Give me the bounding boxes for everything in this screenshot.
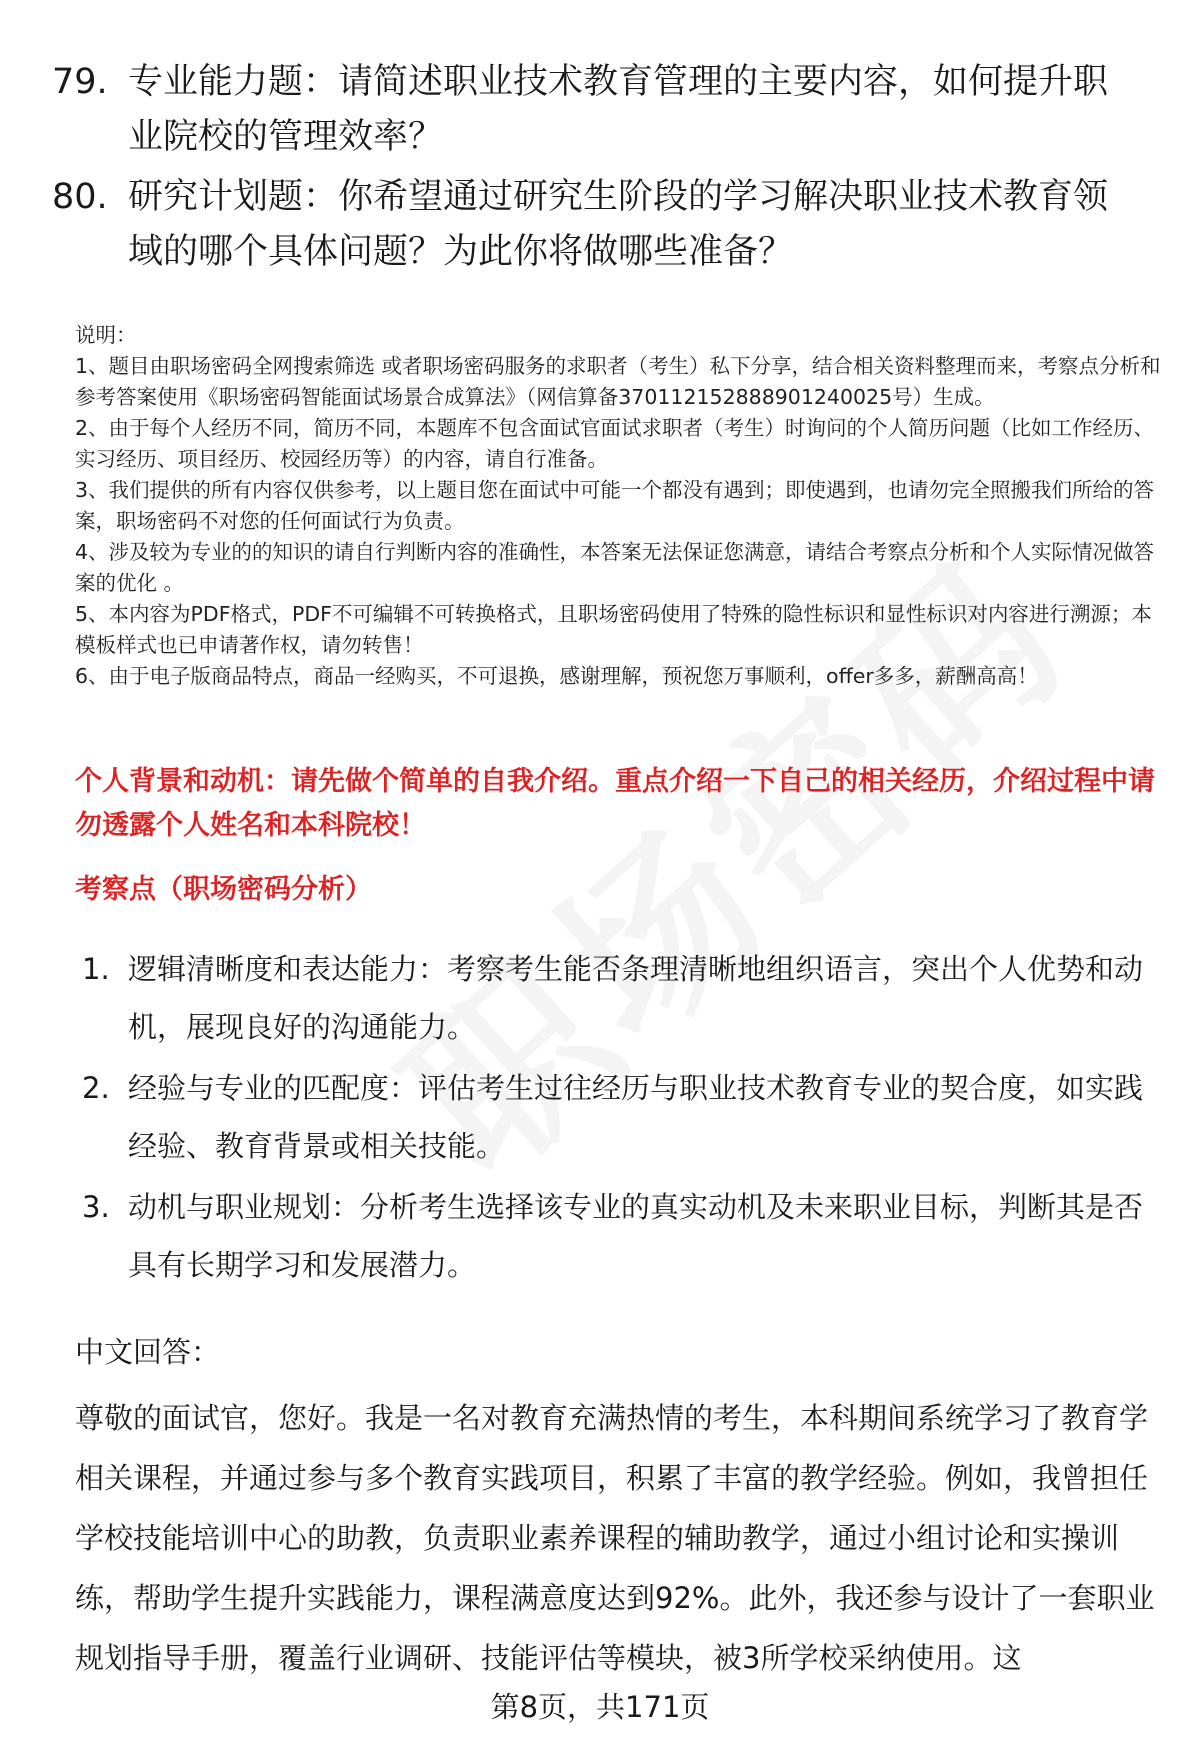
note-item: 2、由于每个人经历不同，简历不同，本题库不包含面试官面试求职者（考生）时询问的个人简历问题（比如工作经历、实习经历、项目经历、校园经历等）的内容，请自行准备。 xyxy=(75,416,1155,471)
answer-label: 中文回答： xyxy=(75,1335,221,1369)
point-number: 1. xyxy=(82,952,110,986)
answer-text: 尊敬的面试官，您好。我是一名对教育充满热情的考生，本科期间系统学习了教育学相关课程，并通过参与多个教育实践项目，积累了丰富的教学经验。例如，我曾担任学校技能培训中心的助教，负责职业素养课程的辅助教学，通过小组讨论和实操训练，帮助学生提升实践能力，课程满意度达到92%。此外，我还参与设计了一套职业规划指导手册，覆盖行业调研、技能评估等模块，被3所学校采纳使用。这 xyxy=(75,1401,1155,1675)
note-item: 1、题目由职场密码全网搜索筛选 或者职场密码服务的求职者（考生）私下分享，结合相关资料整理而来，考察点分析和参考答案使用《职场密码智能面试场景合成算法》（网信算备370112152888901240025号）生成。 xyxy=(75,354,1161,409)
section-subtitle: 考察点（职场密码分析） xyxy=(75,874,372,905)
assessment-points xyxy=(82,940,1152,1297)
note-item: 5、本内容为PDF格式，PDF不可编辑不可转换格式，且职场密码使用了特殊的隐性标识和显性标识对内容进行溯源；本模板样式也已申请著作权，请勿转售！ xyxy=(75,602,1152,657)
notes-block xyxy=(75,320,1165,692)
question-number: 80. xyxy=(52,177,108,217)
point-number: 3. xyxy=(82,1190,110,1224)
note-item: 6、由于电子版商品特点，商品一经购买，不可退换，感谢理解，预祝您万事顺利，offer多多，薪酬高高！ xyxy=(75,664,1038,688)
question-number: 79. xyxy=(52,62,108,102)
point-number: 2. xyxy=(82,1071,110,1105)
question-text: 研究计划题：你希望通过研究生阶段的学习解决职业技术教育领域的哪个具体问题？为此你将做哪些准备？ xyxy=(128,177,1109,272)
point-text: 动机与职业规划：分析考生选择该专业的真实动机及未来职业目标，判断其是否具有长期学习和发展潜力。 xyxy=(128,1190,1144,1282)
point-text: 逻辑清晰度和表达能力：考察考生能否条理清晰地组织语言，突出个人优势和动机，展现良好的沟通能力。 xyxy=(128,952,1144,1044)
point-text: 经验与专业的匹配度：评估考生过往经历与职业技术教育专业的契合度，如实践经验、教育背景或相关技能。 xyxy=(128,1071,1144,1163)
list-item xyxy=(82,1059,1152,1175)
question-text: 专业能力题：请简述职业技术教育管理的主要内容，如何提升职业院校的管理效率？ xyxy=(128,62,1109,157)
question-79 xyxy=(52,55,1142,165)
section-title: 个人背景和动机：请先做个简单的自我介绍。重点介绍一下自己的相关经历，介绍过程中请勿透露个人姓名和本科院校！ xyxy=(75,766,1155,841)
notes-title: 说明： xyxy=(75,323,137,347)
note-item: 3、我们提供的所有内容仅供参考，以上题目您在面试中可能一个都没有遇到；即使遇到，也请勿完全照搬我们所给的答案，职场密码不对您的任何面试行为负责。 xyxy=(75,478,1155,533)
list-item xyxy=(82,940,1152,1056)
question-80 xyxy=(52,170,1142,280)
page-footer: 第8页，共171页 xyxy=(490,1690,710,1724)
note-item: 4、涉及较为专业的的知识的请自行判断内容的准确性，本答案无法保证您满意，请结合考察点分析和个人实际情况做答案的优化 。 xyxy=(75,540,1155,595)
list-item xyxy=(82,1178,1152,1294)
